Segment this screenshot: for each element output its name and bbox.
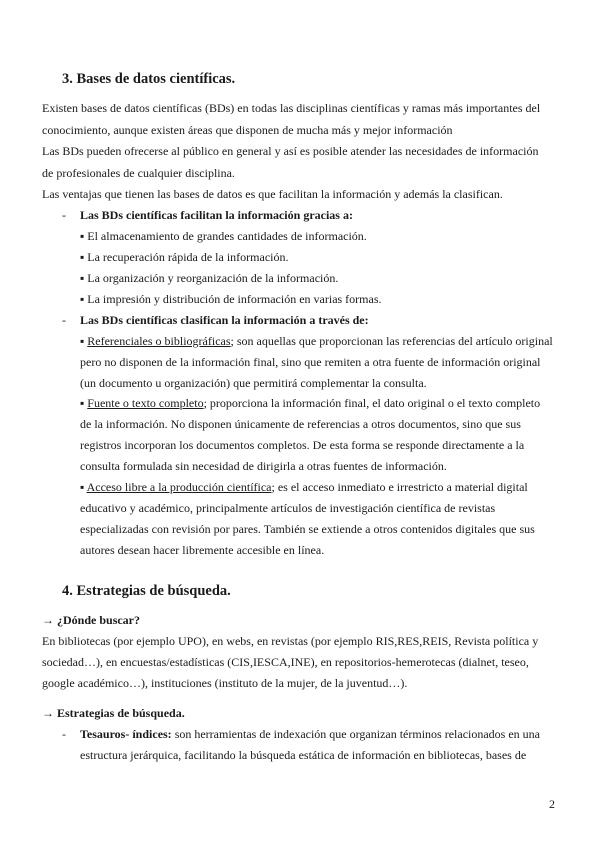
item-c-line-2 <box>80 500 557 516</box>
list-1-heading: Las BDs científicas facilitan la información gracias a: <box>80 208 353 222</box>
where-to-search-heading: → ¿Dónde buscar? <box>42 613 141 627</box>
item-c-line-2-text: educativo y académico, principalmente artículos de investigación científica de revistas <box>80 501 496 515</box>
item-b-line-2-text: de la información. No disponen únicamente de referencias a otros documentos, sino que sus <box>80 417 521 431</box>
item-b-line-1: ▪ Fuente o texto completo; proporciona la información final, el dato original o el texto completo <box>80 396 541 410</box>
section-3-title: 3. Bases de datos científicas. <box>62 71 236 87</box>
item-b-term: Fuente o texto completo <box>87 396 204 410</box>
item-b-line-1-rest: ; proporciona la información final, el dato original o el texto completo <box>203 396 541 410</box>
item-b-line-2 <box>80 416 557 432</box>
thesaurus-line-1-rest: son herramientas de indexación que organizan términos relacionados en una <box>171 727 541 741</box>
list-2-heading: Las BDs científicas clasifican la información a través de: <box>80 313 369 327</box>
paragraph-1-line-1-text: Existen bases de datos científicas (BDs) en todas las disciplinas científicas y ramas más importantes del <box>42 101 541 115</box>
item-b-line-3 <box>80 437 557 453</box>
item-a-line-1: ▪ Referenciales o bibliográficas; son aquellas que proporcionan las referencias del artículo original <box>80 334 553 348</box>
list-dash-3: - <box>62 727 66 741</box>
item-a-line-2: pero no disponen de la información final, sino que remiten a otra fuente de información original <box>80 355 541 369</box>
paragraph-2-line-1: Las BDs pueden ofrecerse al público en general y así es posible atender las necesidades de información <box>42 144 539 158</box>
search-strategies-heading: → Estrategias de búsqueda. <box>42 706 185 720</box>
paragraph-2-line-2: de profesionales de cualquier disciplina. <box>42 166 235 180</box>
item-c-line-1: ▪ Acceso libre a la producción científica; es el acceso inmediato e irrestricto a material digital <box>80 480 528 494</box>
where-line-3: google académico…), instituciones (instituto de la mujer, de la juventud…). <box>42 676 408 690</box>
item-c-term: Acceso libre a la producción científica <box>86 480 272 494</box>
item-c-line-1-rest: ; es el acceso inmediato e irrestricto a material digital <box>271 480 528 494</box>
list-1-item-4: ▪ La impresión y distribución de información en varias formas. <box>80 292 382 306</box>
item-c-line-4: autores desean hacer libremente accesible en línea. <box>80 543 325 557</box>
page-number: 2 <box>549 797 555 811</box>
item-a-term: Referenciales o bibliográficas <box>87 334 231 348</box>
section-4-title: 4. Estrategias de búsqueda. <box>62 583 231 599</box>
list-1-item-1: ▪ El almacenamiento de grandes cantidades de información. <box>80 229 367 243</box>
list-dash-1: - <box>62 208 66 222</box>
paragraph-3: Las ventajas que tienen las bases de datos es que facilitan la información y además la clasifican. <box>42 187 503 201</box>
where-line-1: En bibliotecas (por ejemplo UPO), en webs, en revistas (por ejemplo RIS,RES,REIS, Revista política y <box>42 634 539 648</box>
item-b-line-4: consulta formulada sin necesidad de dirigirla a otras fuentes de información. <box>80 459 447 473</box>
paragraph-1-line-2: conocimiento, aunque existen áreas que disponen de mucha más y mejor información <box>42 123 453 137</box>
item-c-line-3: especializadas con revisión por pares. También se extiende a otros contenidos digitales que sus <box>80 522 535 536</box>
thesaurus-line-2: estructura jerárquica, facilitando la búsqueda estática de información en bibliotecas, bases de <box>80 748 527 762</box>
list-1-item-2: ▪ La recuperación rápida de la información. <box>80 250 289 264</box>
item-b-line-3-text: registros incorporan los documentos completos. De esta forma se responde directamente a la <box>80 438 525 452</box>
list-1-item-3: ▪ La organización y reorganización de la información. <box>80 271 339 285</box>
where-line-2: sociedad…), en encuestas/estadísticas (CIS,IESCA,INE), en repositorios-hemerotecas (dialnet, teseo, <box>42 655 529 669</box>
paragraph-1-line-1 <box>42 100 557 116</box>
list-dash-2: - <box>62 313 66 327</box>
thesaurus-term: Tesauros- índices: <box>80 727 172 741</box>
thesaurus-line-1 <box>80 726 557 742</box>
item-a-line-1-rest: ; son aquellas que proporcionan las referencias del artículo original <box>230 334 553 348</box>
item-a-line-3: (un documento u organización) que permitirá complementar la consulta. <box>80 376 427 390</box>
